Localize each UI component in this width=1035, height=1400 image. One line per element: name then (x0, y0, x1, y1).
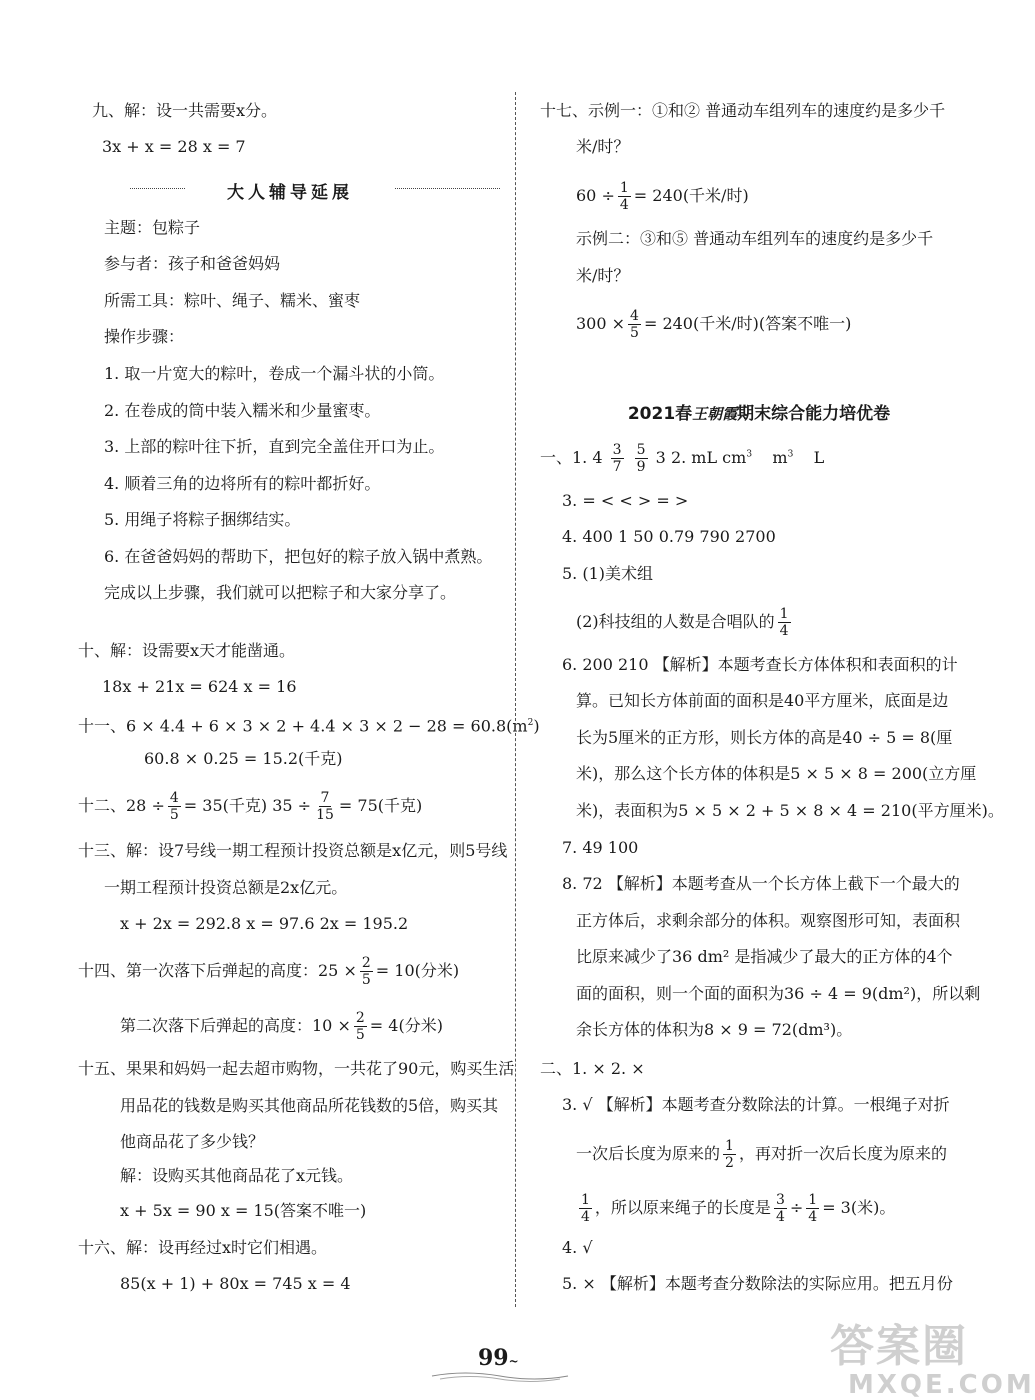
fraction: $\frac{1}{4}$ (808, 1192, 818, 1225)
s2-b3c: $\frac{1}{4}$ ，所以原来绳子的长度是 $\frac{3}{4}$ ÷ $\frac{1}{4}$ = 3(米)。 (581, 1192, 896, 1225)
q17-line1: 十七、示例一：①和② 普通动车组列车的速度约是多少千 (540, 101, 946, 120)
s1-a8: 面的面积，则一个面的面积为36 ÷ 4 = 9(dm²)，所以剩 (576, 984, 981, 1003)
s2-b3a: 3. √ 【解析】本题考查分数除法的计算。一根绳子对折 (562, 1095, 950, 1114)
fraction: $\frac{2}{5}$ (355, 1010, 365, 1043)
q17-line2: 米/时？ (576, 137, 630, 156)
q10-head: 十、解：设需要x天才能凿通。 (78, 641, 296, 660)
fraction: $\frac{4}{5}$ (630, 308, 639, 341)
dotted-rule-right (395, 188, 500, 189)
s1-a1: 一、1. 4 $\frac{3}{7}$ $\frac{5}{9}$ 3 2. mL $cm^3$ $m^3$ L (540, 442, 825, 475)
s1-a5a: 5. (1)美术组 (562, 564, 654, 583)
guide-line: 6. 在爸爸妈妈的帮助下，把包好的粽子放入锅中煮熟。 (104, 547, 493, 566)
q15-line2: 用品花的钱数是购买其他商品所花钱数的5倍，购买其 (120, 1096, 499, 1115)
guide-line: 主题：包粽子 (104, 218, 201, 237)
q13-line1: 十三、解：设7号线一期工程预计投资总额是x亿元，则5号线 (78, 841, 508, 860)
q9-head: 九、解：设一共需要x分。 (92, 101, 278, 120)
s2-b4: 4. √ (562, 1238, 593, 1257)
s1-a8: 比原来减少了36 dm² 是指减少了最大的正方体的4个 (576, 947, 953, 966)
section-header (130, 178, 500, 203)
s1-a6: 算。已知长方体前面的面积是40平方厘米，底面是边 (576, 691, 949, 710)
guide-line: 参与者：孩子和爸爸妈妈 (104, 254, 281, 273)
s2-b3b: 一次后长度为原来的 $\frac{1}{2}$ ，再对折一次后长度为原来的 (576, 1138, 947, 1171)
s1-a4: 4. 400 1 50 0.79 790 2700 (562, 527, 776, 546)
dotted-rule-left (130, 188, 185, 189)
q10-equation: 18x + 21x = 624 x = 16 (102, 677, 297, 696)
s1-a8: 余长方体的体积为8 × 9 = 72(dm³)。 (576, 1020, 853, 1039)
q11-line2: 60.8 × 0.25 = 15.2(千克) (144, 749, 343, 768)
q15-line5: x + 5x = 90 x = 15(答案不唯一) (120, 1201, 367, 1220)
guide-line: 操作步骤： (104, 327, 185, 346)
section-title: 大人辅导延展 (227, 183, 353, 203)
fraction: $\frac{2}{5}$ (361, 955, 371, 988)
s1-a3: 3. = < < > = > (562, 491, 689, 510)
q14-line2: 第二次落下后弹起的高度：10 × $\frac{2}{5}$ = 4(分米) (120, 1010, 443, 1043)
fraction: $\frac{1}{2}$ (725, 1138, 734, 1171)
fraction: $\frac{3}{4}$ (775, 1192, 785, 1225)
column-divider (515, 92, 516, 1307)
guide-line: 完成以上步骤，我们就可以把粽子和大家分享了。 (104, 583, 457, 602)
q17-eq2: 300 × $\frac{4}{5}$ = 240(千米/时)(答案不唯一) (576, 308, 852, 341)
q14-line1: 十四、第一次落下后弹起的高度：25 × $\frac{2}{5}$ = 10(分米) (78, 955, 460, 988)
q13-line2: 一期工程预计投资总额是2x亿元。 (104, 878, 348, 897)
s1-a6: 长为5厘米的正方形，则长方体的高是40 ÷ 5 = 8(厘 (576, 728, 953, 747)
fraction: $\frac{1}{4}$ (581, 1192, 590, 1225)
guide-line: 5. 用绳子将粽子捆绑结实。 (104, 510, 301, 529)
fraction: $\frac{5}{9}$ (636, 442, 646, 475)
exam-title: 2021春王朝霞期末综合能力培优卷 (627, 404, 891, 424)
s1-a5b: (2)科技组的人数是合唱队的 $\frac{1}{4}$ (576, 606, 789, 639)
q17-eq1: 60 ÷ $\frac{1}{4}$ = 240(千米/时) (576, 180, 749, 213)
s1-a6: 米)，那么这个长方体的体积是5 × 5 × 8 = 200(立方厘 (576, 764, 977, 783)
guide-line: 3. 上部的粽叶往下折，直到完全盖住开口为止。 (104, 437, 445, 456)
wave-ornament-icon (430, 1368, 570, 1382)
q17-line4: 米/时？ (576, 266, 630, 285)
guide-line: 所需工具：粽叶、绳子、糯米、蜜枣 (104, 291, 361, 310)
q15-line3: 他商品花了多少钱？ (120, 1132, 265, 1151)
q17-line3: 示例二：③和⑤ 普通动车组列车的速度约是多少千 (576, 229, 934, 248)
q15-line1: 十五、果果和妈妈一起去超市购物，一共花了90元，购买生活 (78, 1059, 515, 1078)
page-number: 99~ (478, 1345, 519, 1371)
fraction: $\frac{3}{7}$ (612, 442, 622, 475)
brand-logo: 王朝霞 (692, 405, 738, 423)
fraction: $\frac{1}{4}$ (619, 180, 629, 213)
fraction: $\frac{4}{5}$ (169, 790, 179, 823)
q12-line: 十二、28 ÷ $\frac{4}{5}$ = 35(千克) 35 ÷ $\frac{7}{15}$ = 75(千克) (78, 790, 423, 823)
guide-line: 4. 顺着三角的边将所有的粽叶都折好。 (104, 474, 381, 493)
s1-a7: 7. 49 100 (562, 838, 639, 857)
fraction: $\frac{7}{15}$ (316, 790, 334, 823)
guide-line: 1. 取一片宽大的粽叶，卷成一个漏斗状的小筒。 (104, 364, 445, 383)
s2-b1: 二、1. × 2. × (540, 1059, 645, 1078)
q11-line1: 十一、$6 \times 4.4 + 6 \times 3 \times 2 + 4.4 \times 3 \times 2 - 28 = 60.8(m^2)$ (78, 716, 540, 736)
s2-b5: 5. × 【解析】本题考查分数除法的实际应用。把五月份 (562, 1274, 953, 1293)
s1-a6: 米)，表面积为5 × 5 × 2 + 5 × 8 × 4 = 210(平方厘米)。 (576, 801, 1004, 820)
watermark: 答案圈 MXQE.COM (830, 1321, 1035, 1400)
fraction: $\frac{1}{4}$ (779, 606, 789, 639)
q15-line4: 解：设购买其他商品花了x元钱。 (120, 1166, 354, 1185)
s1-a8: 8. 72 【解析】本题考查从一个长方体上截下一个最大的 (562, 874, 960, 893)
q16-head: 十六、解：设再经过x时它们相遇。 (78, 1238, 328, 1257)
s1-a8: 正方体后，求剩余部分的体积。观察图形可知，表面积 (576, 911, 961, 930)
q16-equation: 85(x + 1) + 80x = 745 x = 4 (120, 1274, 351, 1293)
guide-line: 2. 在卷成的筒中装入糯米和少量蜜枣。 (104, 401, 381, 420)
s1-a6: 6. 200 210 【解析】本题考查长方体体积和表面积的计 (562, 655, 958, 674)
q13-line3: x + 2x = 292.8 x = 97.6 2x = 195.2 (120, 914, 409, 933)
q9-equation: 3x + x = 28 x = 7 (102, 137, 246, 156)
